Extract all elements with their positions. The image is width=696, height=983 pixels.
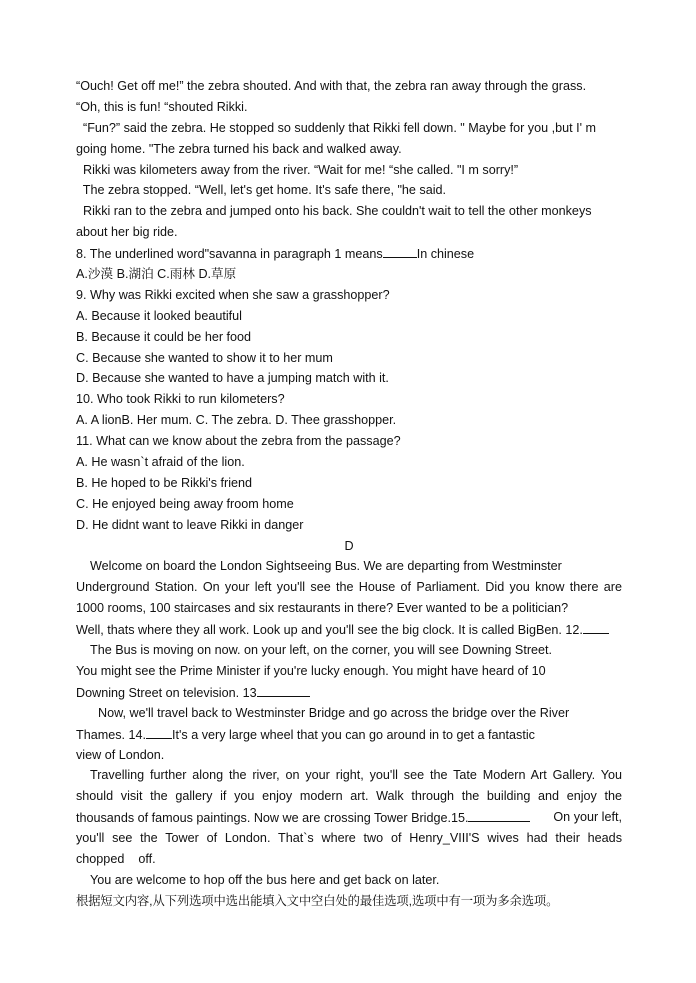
answer-blank-14: [146, 724, 172, 739]
passage-line: [76, 556, 622, 577]
instruction-line: 根据短文内容,从下列选项中选出能填入文中空白处的最佳选项,选项中有一项为多余选项。: [76, 893, 559, 908]
passage-line: 1000 rooms, 100 staircases and six restaurants in there? Ever wanted to be a politician?: [76, 601, 569, 616]
question-9-option: A. Because it looked beautiful: [76, 308, 242, 323]
passage-line: [76, 765, 622, 786]
answer-blank-15: [468, 807, 530, 822]
question-11-option: C. He enjoyed being away froom home: [76, 496, 294, 511]
story-line: Rikki ran to the zebra and jumped onto his back. She couldn't wait to tell the other monkeys: [76, 204, 592, 219]
passage-text: Well, thats where they all work. Look up and you'll see the big clock. It is called BigBen. 12.: [76, 623, 583, 638]
document-page: [76, 76, 622, 912]
story-line: Rikki was kilometers away from the river. “Wait for me! “she called. "I m sorry!”: [76, 162, 519, 177]
question-10-stem: 10. Who took Rikki to run kilometers?: [76, 392, 285, 407]
passage-text: The Bus is moving on now. on your left, on the corner, you will see Downing Street.: [90, 643, 553, 658]
passage-text: Downing Street on television. 13: [76, 685, 257, 700]
passage-line: [76, 870, 622, 891]
passage-text: Thames. 14.: [76, 727, 146, 742]
question-9-option: D. Because she wanted to have a jumping match with it.: [76, 371, 389, 386]
passage-line: [76, 640, 622, 661]
question-11-option: A. He wasn`t afraid of the lion.: [76, 455, 245, 470]
question-8-tail: In chinese: [416, 247, 475, 262]
question-8-options: A.沙漠 B.湖泊 C.雨林 D.草原: [76, 267, 237, 282]
passage-line: [76, 682, 622, 703]
answer-blank: [383, 243, 417, 258]
passage-text: thousands of famous paintings. Now we are crossing Tower Bridge.15.: [76, 811, 469, 826]
passage-line: You might see the Prime Minister if you're lucky enough. You might have heard of 10: [76, 663, 546, 678]
passage-line: [76, 724, 622, 745]
passage-text: Welcome on board the London Sightseeing Bus. We are departing from Westminster: [90, 559, 562, 574]
passage-text: Travelling further along the river, on your right, you'll see the Tate Modern Art Gallery. You: [90, 768, 622, 783]
passage-line: chopped off.: [76, 851, 156, 866]
story-line: “Ouch! Get off me!” the zebra shouted. And with that, the zebra ran away through the grass.: [76, 79, 587, 93]
passage-text: You are welcome to hop off the bus here and get back on later.: [90, 872, 440, 887]
passage-line: [76, 703, 622, 724]
story-line: “Oh, this is fun! “shouted Rikki.: [76, 99, 248, 114]
passage-text: Now, we'll travel back to Westminster Bridge and go across the bridge over the River: [98, 705, 570, 720]
passage-line: Underground Station. On your left you'll see the House of Parliament. Did you know there are: [76, 580, 622, 595]
question-8: [76, 243, 622, 264]
passage-line: [76, 619, 622, 640]
passage-line: [76, 807, 622, 828]
section-heading: D: [344, 538, 354, 553]
passage-line: you'll see the Tower of London. That`s where two of Henry_VIII'S wives had their heads: [76, 831, 622, 846]
question-9-stem: 9. Why was Rikki excited when she saw a grasshopper?: [76, 287, 390, 302]
question-11-option: B. He hoped to be Rikki's friend: [76, 475, 253, 490]
passage-text: On your left,: [553, 810, 622, 825]
question-9-option: C. Because she wanted to show it to her mum: [76, 350, 333, 365]
story-line: going home. "The zebra turned his back and walked away.: [76, 141, 402, 156]
story-line: about her big ride.: [76, 225, 178, 240]
passage-line: should visit the gallery if you enjoy modern art. Walk through the building and enjoy the: [76, 789, 622, 804]
answer-blank-13: [257, 682, 310, 697]
question-11-stem: 11. What can we know about the zebra from the passage?: [76, 434, 401, 449]
question-8-stem: 8. The underlined word"savanna in paragraph 1 means: [76, 247, 383, 262]
question-11-option: D. He didnt want to leave Rikki in danger: [76, 517, 304, 532]
passage-line: view of London.: [76, 747, 165, 762]
question-10-options: A. A lionB. Her mum. C. The zebra. D. Thee grasshopper.: [76, 413, 397, 428]
question-9-option: B. Because it could be her food: [76, 329, 252, 344]
answer-blank-12: [583, 619, 609, 634]
story-line: The zebra stopped. “Well, let's get home. It's safe there, "he said.: [76, 183, 447, 198]
passage-text: It's a very large wheel that you can go around in to get a fantastic: [172, 727, 535, 742]
story-line: “Fun?” said the zebra. He stopped so suddenly that Rikki fell down. " Maybe for you ,but I' m: [76, 120, 596, 135]
